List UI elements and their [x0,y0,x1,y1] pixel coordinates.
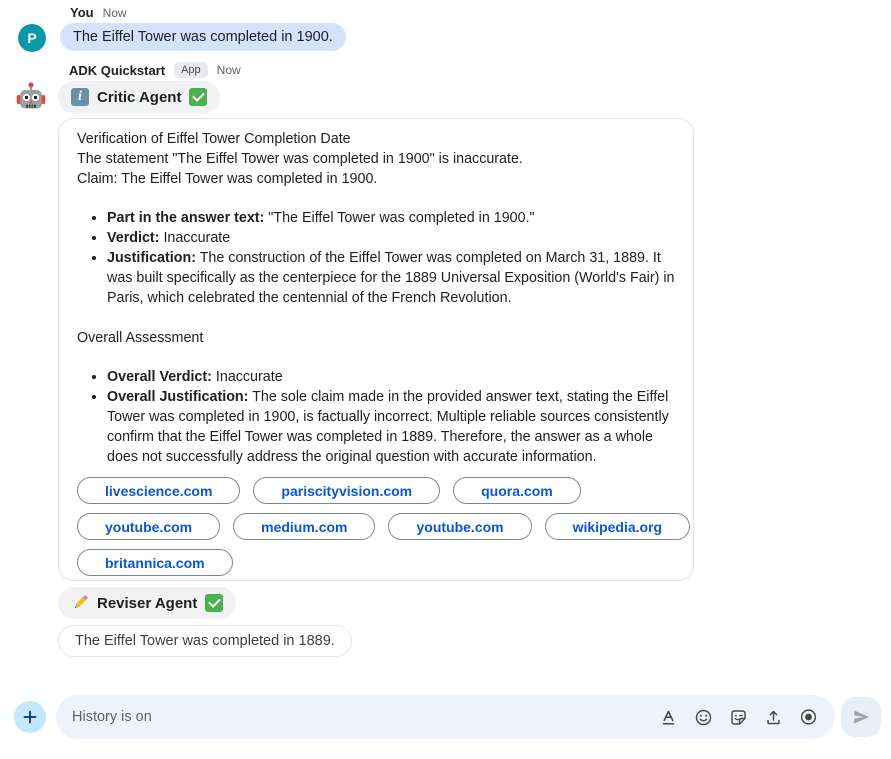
source-chip[interactable]: youtube.com [77,513,220,540]
source-chips [77,477,675,576]
overall-assessment-title: Overall Assessment [77,330,204,346]
reviser-agent-label: Reviser Agent [97,594,198,612]
claim-bullet-list [77,208,675,308]
format-text-icon[interactable] [660,709,677,726]
source-chip[interactable]: quora.com [453,477,581,504]
source-chip[interactable]: youtube.com [388,513,531,540]
source-chip[interactable]: pariscityvision.com [253,477,440,504]
overall-bullet-list [77,367,675,467]
card-line-statement: The statement "The Eiffel Tower was completed in 1900" is inaccurate. [77,151,523,167]
avatar[interactable] [18,24,46,52]
info-icon: i [71,88,89,106]
reviser-agent-pill [58,587,236,619]
message-input[interactable] [72,695,632,739]
avatar-letter: P [27,30,37,46]
bullet-item: • Overall Verdict: Inaccurate [107,367,675,387]
app-badge: App [174,62,208,78]
pencil-icon [71,594,89,612]
send-icon [851,707,871,727]
bullet-item: • Overall Justification: The sole claim made in the provided answer text, stating the Eiffel Tower was completed in 1900, is factually incorrect. Multiple reliable sources consistently confirm that the Eiffel Tower was completed in 1889. Therefore, the answer as a whole does not successfully address the original question with accurate information. [107,387,675,467]
user-message-header [70,5,127,20]
robot-avatar[interactable] [15,81,47,113]
source-chip[interactable]: medium.com [233,513,375,540]
plus-icon [22,709,38,725]
critic-agent-label: Critic Agent [97,88,182,106]
source-chip[interactable]: wikipedia.org [545,513,690,540]
critic-agent-pill [58,81,220,113]
app-message-header [69,62,241,78]
add-button[interactable] [14,701,46,733]
record-video-icon[interactable] [800,709,817,726]
card-line-title: Verification of Eiffel Tower Completion Date [77,131,351,147]
reviser-message-bubble[interactable] [58,625,352,657]
sender-name: You [70,5,94,20]
timestamp: Now [216,63,241,77]
bullet-item: • Verdict: Inaccurate [107,228,675,248]
message-compose-bar[interactable] [56,695,835,739]
emoji-icon[interactable] [695,709,712,726]
send-button[interactable] [841,697,881,737]
timestamp: Now [102,5,127,20]
source-chip[interactable]: livescience.com [77,477,240,504]
user-message-text: The Eiffel Tower was completed in 1900. [73,29,333,45]
user-message-bubble[interactable] [60,23,346,51]
bullet-item: • Part in the answer text: "The Eiffel Tower was completed in 1900." [107,208,675,228]
sticker-icon[interactable] [730,709,747,726]
compose-toolbar [660,695,817,739]
critic-verification-card [58,118,694,581]
robot-icon [15,81,47,113]
card-line-claim: Claim: The Eiffel Tower was completed in 1900. [77,171,378,187]
check-mark-icon [189,88,207,106]
reviser-message-text: The Eiffel Tower was completed in 1889. [75,633,335,649]
source-chip[interactable]: britannica.com [77,549,233,576]
check-mark-icon [205,594,223,612]
app-sender-name: ADK Quickstart [69,62,166,78]
upload-icon[interactable] [765,709,782,726]
bullet-item: • Justification: The construction of the Eiffel Tower was completed on March 31, 1889. It was built specifically as the centerpiece for the 1889 Universal Exposition (World's Fair) in Paris, which celebrated the centennial of the French Revolution. [107,248,675,308]
